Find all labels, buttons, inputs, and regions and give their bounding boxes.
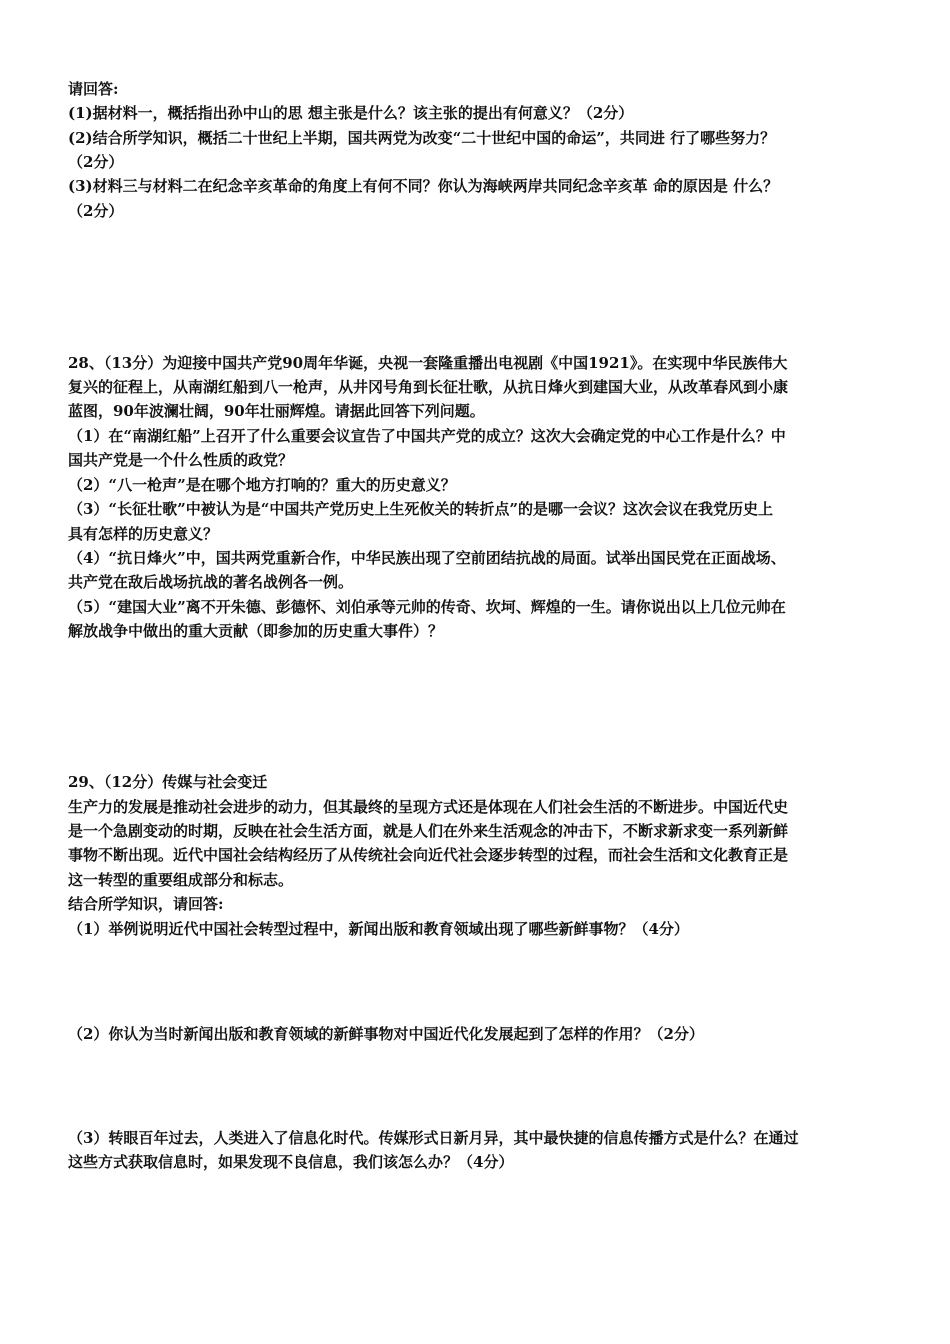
question-28-1-line2: 国共产党是一个什么性质的政党？: [68, 451, 294, 469]
question-28-intro-line2: 复兴的征程上，从南湖红船到八一枪声，从井冈号角到长征壮歌，从抗日烽火到建国大业，从改革春风到小康: [68, 378, 789, 396]
question-28-3-line2: 具有怎样的历史意义？: [68, 525, 219, 543]
question-28-3-line1: （3）“长征壮歌”中被认为是“中国共产党历史上生死攸关的转折点”的是哪一会议？这次会议在我党历史上: [68, 500, 773, 518]
question-29-para-line3: 事物不断出现。近代中国社会结构经历了从传统社会向近代社会逐步转型的过程，而社会生活和文化教育正是: [68, 846, 789, 864]
question-27-1: (1)据材料一，概括指出孙中山的思 想主张是什么？该主张的提出有何意义？（2分）: [68, 104, 634, 122]
question-28-5-line2: 解放战争中做出的重大贡献（即参加的历史重大事件）？: [68, 622, 444, 640]
question-27-2-line2: （2分）: [68, 153, 124, 171]
question-29-1: （1）举例说明近代中国社会转型过程中，新闻出版和教育领域出现了哪些新鲜事物？（4分）: [68, 920, 689, 938]
question-28-4-line2: 共产党在敌后战场抗战的著名战例各一例。: [68, 573, 354, 591]
question-29-title: 29、（12分）传媒与社会变迁: [68, 773, 268, 791]
question-27-3-line1: (3)材料三与材料二在纪念辛亥革命的角度上有何不同？你认为海峡两岸共同纪念辛亥革 命的原因是 什么？: [68, 177, 779, 195]
question-29-2: （2）你认为当时新闻出版和教育领域的新鲜事物对中国近代化发展起到了怎样的作用？（2分）: [68, 1025, 704, 1043]
question-29-para-line2: 是一个急剧变动的时期，反映在社会生活方面，就是人们在外来生活观念的冲击下，不断求新求变一系列新鲜: [68, 822, 789, 840]
question-28-intro-line3: 蓝图，90年波澜壮阔，90年壮丽辉煌。请据此回答下列问题。: [68, 402, 485, 420]
question-27-2-line1: (2)结合所学知识，概括二十世纪上半期，国共两党为改变“二十世纪中国的命运”，共同进 行了哪些努力？: [68, 129, 776, 147]
question-29-para-line1: 生产力的发展是推动社会进步的动力，但其最终的呈现方式还是体现在人们社会生活的不断进步。中国近代史: [68, 798, 789, 816]
question-28-4-line1: （4）“抗日烽火”中，国共两党重新合作，中华民族出现了空前团结抗战的局面。试举出国民党在正面战场、: [68, 549, 786, 567]
question-28-5-line1: （5）“建国大业”离不开朱德、彭德怀、刘伯承等元帅的传奇、坎坷、辉煌的一生。请你说出以上几位元帅在: [68, 598, 786, 616]
question-29-3-line1: （3）转眼百年过去，人类进入了信息化时代。传媒形式日新月异，其中最快捷的信息传播方式是什么？在通过: [68, 1129, 799, 1147]
question-29-para-line4: 这一转型的重要组成部分和标志。: [68, 871, 294, 889]
question-28-intro-line1: 28、（13分）为迎接中国共产党90周年华诞，央视一套隆重播出电视剧《中国1921》。在实现中华民族伟大: [68, 354, 788, 372]
answer-prompt: 请回答:: [68, 80, 119, 98]
question-27-3-line2: （2分）: [68, 202, 124, 220]
question-29-3-line2: 这些方式获取信息时，如果发现不良信息，我们该怎么办？（4分）: [68, 1153, 514, 1171]
question-28-1-line1: （1）在“南湖红船”上召开了什么重要会议宣告了中国共产党的成立？这次大会确定党的中心工作是什么？中: [68, 427, 786, 445]
question-28-2: （2）“八一枪声”是在哪个地方打响的？重大的历史意义？: [68, 476, 456, 494]
question-29-prompt: 结合所学知识，请回答:: [68, 895, 224, 913]
